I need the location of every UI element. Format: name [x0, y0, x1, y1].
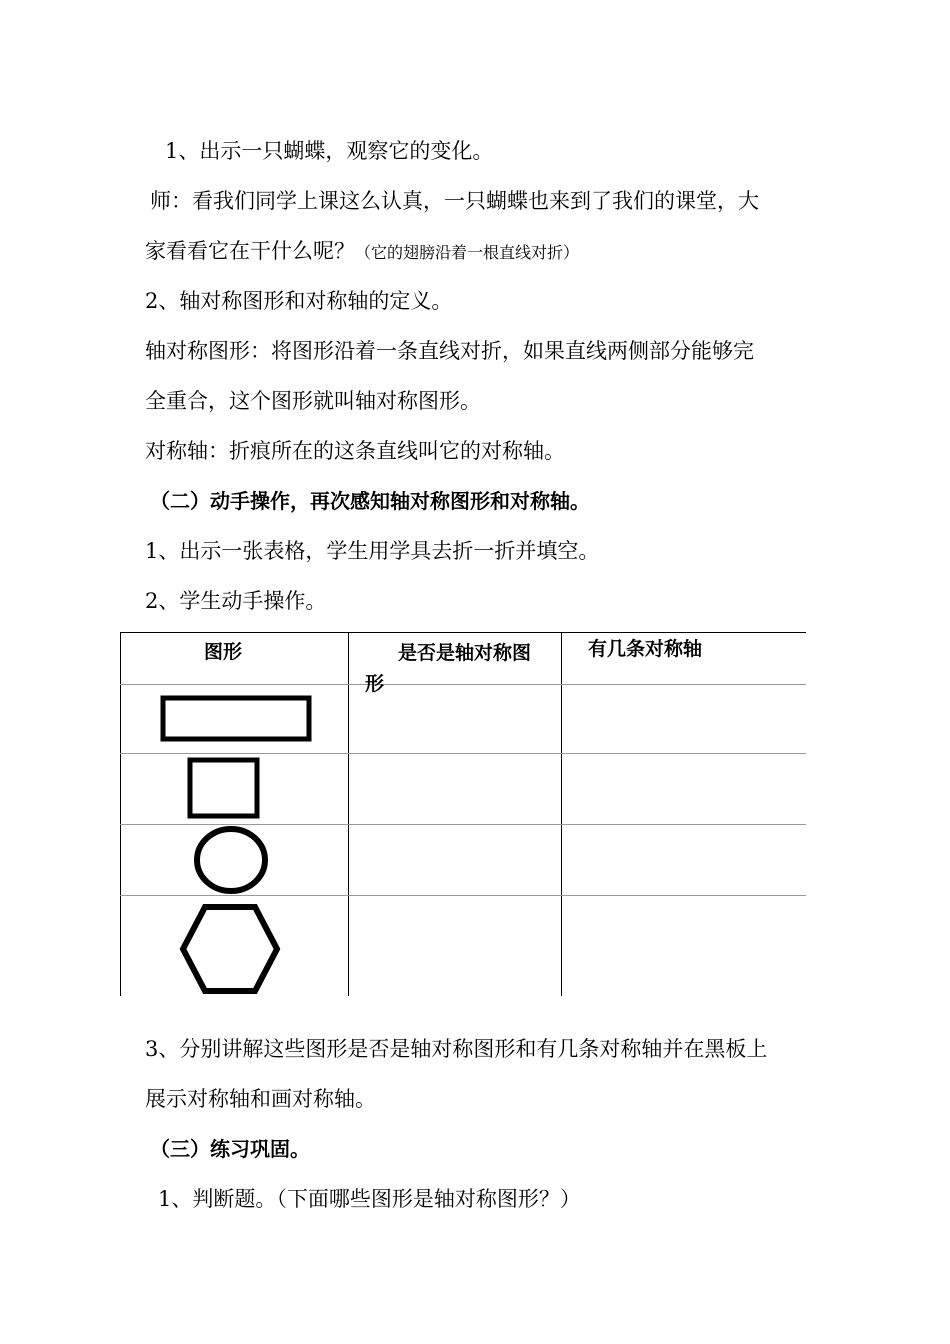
activity-step-1: 1、出示一张表格，学生用学具去折一折并填空。 [145, 539, 600, 563]
definition-axisymmetric-2: 全重合，这个图形就叫轴对称图形。 [145, 389, 481, 413]
hexagon-shape [179, 903, 281, 995]
header-is-axisymmetric-line1: 是否是轴对称图 [398, 642, 532, 664]
exercise-judgement: 1、判断题。（下面哪些图形是轴对称图形？） [158, 1187, 581, 1211]
activity-step-2: 2、学生动手操作。 [145, 589, 327, 613]
teacher-answer-note: （它的翅膀沿着一根直线对折） [355, 243, 580, 262]
circle-shape [193, 825, 270, 895]
table-row-divider-1 [120, 684, 806, 685]
square-shape [187, 757, 261, 819]
step-1-butterfly: 1、出示一只蝴蝶，观察它的变化。 [165, 139, 494, 163]
rectangle-shape [160, 695, 312, 743]
header-is-axisymmetric-line2: 形 [365, 673, 385, 695]
table-top-border [120, 632, 806, 633]
table-row-divider-2 [120, 753, 806, 754]
step-2-definition: 2、轴对称图形和对称轴的定义。 [145, 289, 453, 313]
table-col-divider-1 [348, 632, 349, 996]
explain-step-3-line1: 3、分别讲解这些图形是否是轴对称图形和有几条对称轴并在黑板上 [145, 1037, 768, 1061]
table-row-divider-4 [120, 895, 806, 896]
section-3-heading: （三）练习巩固。 [150, 1137, 310, 1161]
table-left-border [120, 632, 121, 996]
teacher-question: 家看看它在干什么呢？ [145, 239, 355, 263]
teacher-line-2 [145, 237, 579, 267]
header-shape: 图形 [204, 641, 243, 663]
symmetry-table [120, 632, 806, 996]
teacher-line-1: 师：看我们同学上课这么认真，一只蝴蝶也来到了我们的课堂，大 [150, 189, 759, 213]
definition-axisymmetric-1: 轴对称图形：将图形沿着一条直线对折，如果直线两侧部分能够完 [145, 339, 754, 363]
explain-step-3-line2: 展示对称轴和画对称轴。 [145, 1087, 376, 1111]
section-2-heading: （二）动手操作，再次感知轴对称图形和对称轴。 [150, 489, 590, 513]
definition-axis: 对称轴：折痕所在的这条直线叫它的对称轴。 [145, 439, 565, 463]
header-axis-count: 有几条对称轴 [588, 638, 703, 660]
table-col-divider-2 [561, 632, 562, 996]
